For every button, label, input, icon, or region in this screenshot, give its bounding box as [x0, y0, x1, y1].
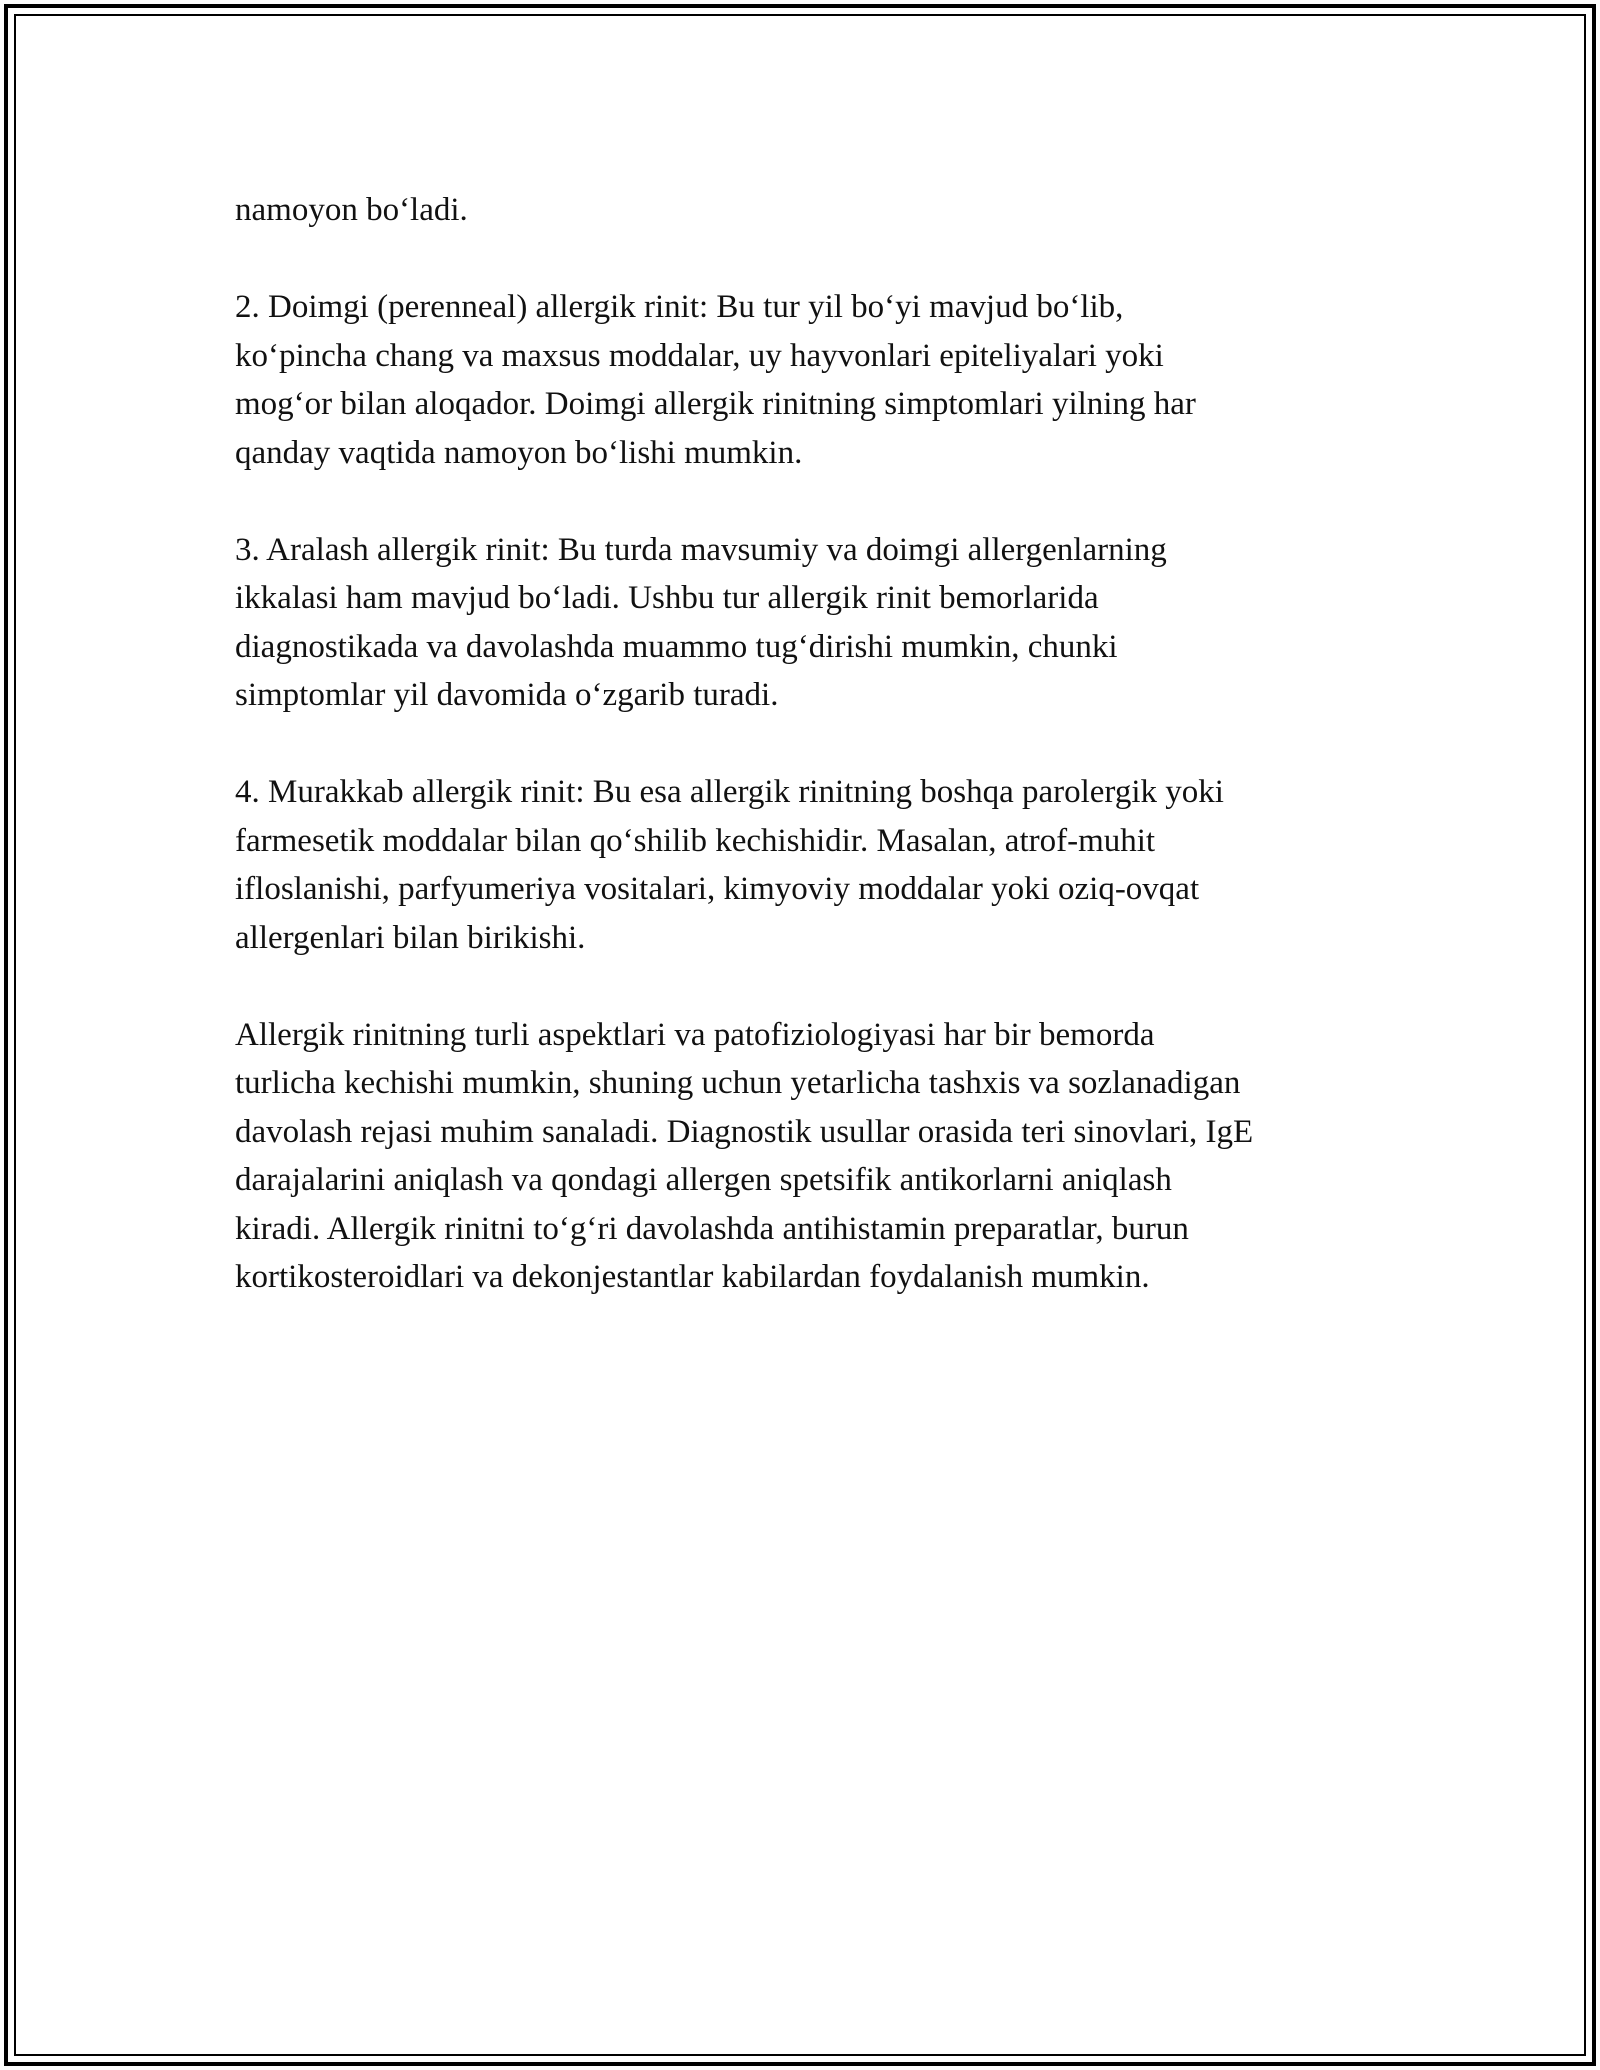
paragraph-perennial-rhinitis: 2. Doimgi (perenneal) allergik rinit: Bu tur yil bo‘yi mavjud bo‘lib, ko‘pincha chang va maxsus moddalar, uy hayvonlari epiteliyalari yoki mog‘or bilan aloqador. Doimgi allergik rinitning simptomlari yilning har qanday vaqtida namoyon bo‘lishi mumkin. [235, 289, 1196, 471]
paragraph-mixed-rhinitis: 3. Aralash allergik rinit: Bu turda mavsumiy va doimgi allergenlarning ikkalasi ham mavjud bo‘ladi. Ushbu tur allergik rinit bemorlarida diagnostikada va davolashda muammo tug‘dirishi mumkin, chunki simptomlar yil davomida o‘zgarib turadi. [235, 531, 1167, 713]
paragraph-complex-rhinitis: 4. Murakkab allergik rinit: Bu esa allergik rinitning boshqa parolergik yoki farmesetik moddalar bilan qo‘shilib kechishidir. Masalan, atrof-muhit ifloslanishi, parfyumeriya vositalari, kimyoviy moddalar yoki oziq-ovqat allergenlari bilan birikishi. [235, 774, 1224, 956]
document-body [235, 186, 1375, 1350]
paragraph-conclusion: Allergik rinitning turli aspektlari va patofiziologiyasi har bir bemorda turlicha kechishi mumkin, shuning uchun yetarlicha tashxis va sozlanadigan davolash rejasi muhim sanaladi. Diagnostik usullar orasida teri sinovlari, IgE darajalarini aniqlash va qondagi allergen spetsifik antikorlarni aniqlash kiradi. Allergik rinitni to‘g‘ri davolashda antihistamin preparatlar, burun kortikosteroidlari va dekonjestantlar kabilardan foydalanish mumkin. [235, 1016, 1254, 1295]
paragraph-continuation: namoyon bo‘ladi. [235, 192, 468, 228]
